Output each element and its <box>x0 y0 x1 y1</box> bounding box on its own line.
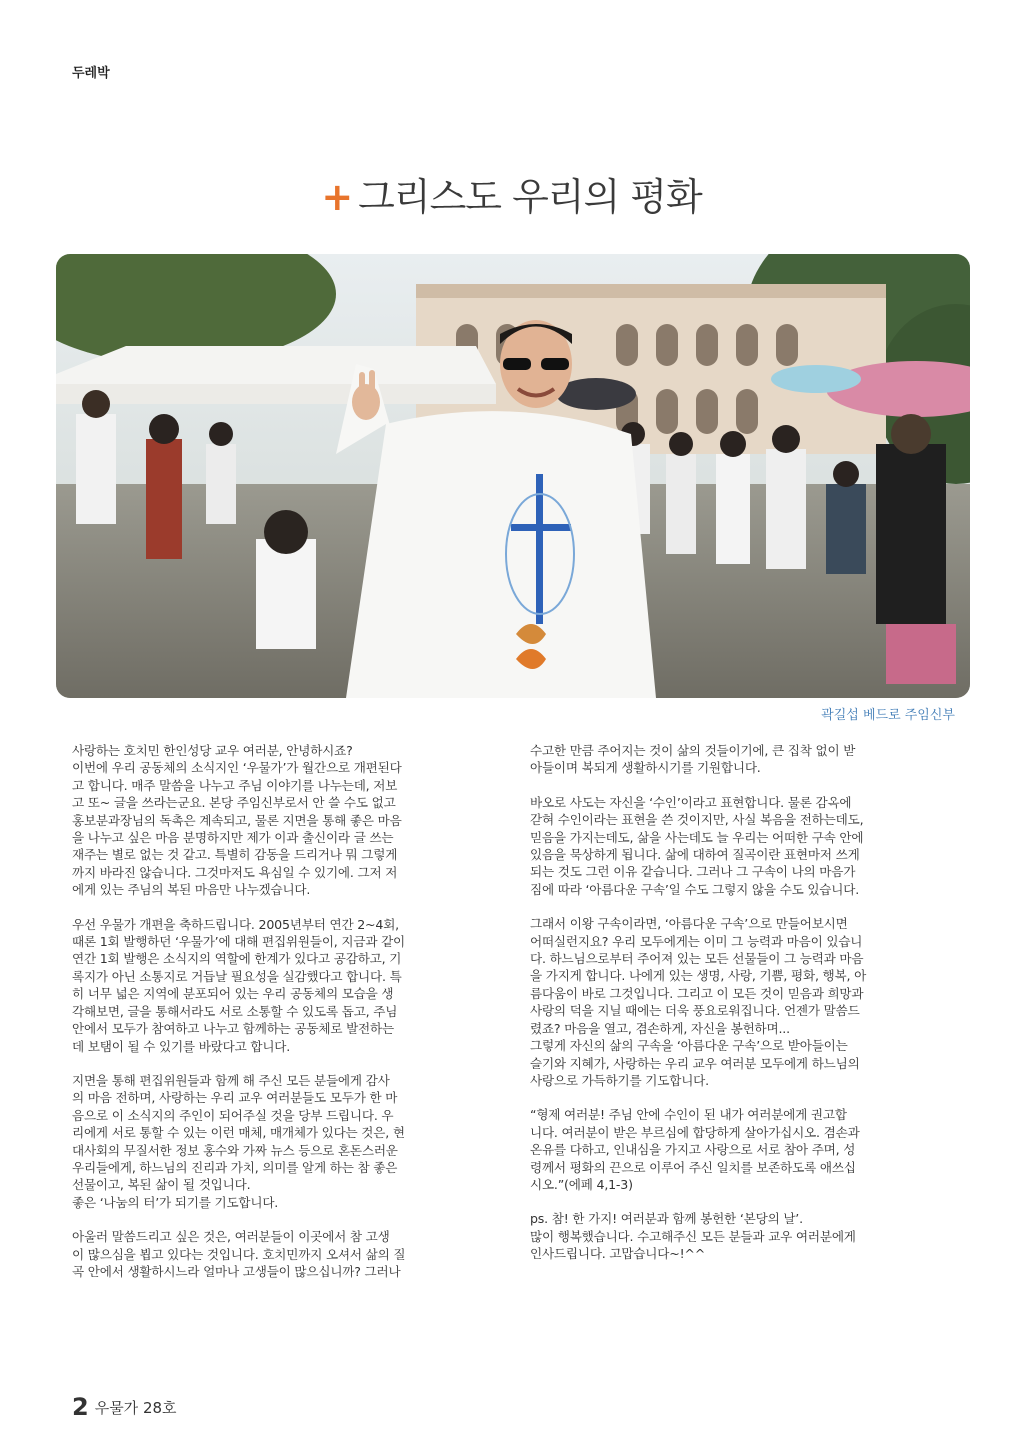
text-line: 아들이며 복되게 생활하시기를 기원합니다. <box>530 760 761 776</box>
paragraph <box>530 1210 968 1262</box>
paragraph <box>72 916 510 1055</box>
text-line: 지면을 통해 편집위원들과 함께 해 주신 모든 분들에게 감사 <box>72 1072 390 1088</box>
text-line: 슬기와 지혜가, 사랑하는 우리 교우 여러분 모두에게 하느님의 <box>530 1055 860 1071</box>
paragraph <box>530 915 968 1089</box>
text-line: 사랑으로 가득하기를 기도합니다. <box>530 1072 709 1088</box>
text-line: 홍보분과장님의 독촉은 계속되고, 물론 지면을 통해 좋은 마음 <box>72 812 402 828</box>
text-line: 사랑하는 호치민 한인성당 교우 여러분, 안녕하시죠? <box>72 743 353 758</box>
page-title-text: 그리스도 우리의 평화 <box>358 175 702 219</box>
text-line: 대사회의 무질서한 정보 홍수와 가짜 뉴스 등으로 혼돈스러운 <box>72 1142 398 1158</box>
text-line: 리에게 서로 통할 수 있는 이런 매체, 매개체가 있다는 것은, 현 <box>72 1125 405 1141</box>
text-line: 고 또~ 글을 쓰라는군요. 본당 주임신부로서 안 쓸 수도 없고 <box>72 795 396 811</box>
text-line: 니다. 여러분이 받은 부르심에 합당하게 살아가십시오. 겸손과 <box>530 1124 860 1140</box>
text-line: 어떠실런지요? 우리 모두에게는 이미 그 능력과 마음이 있습니 <box>530 933 863 949</box>
text-line: 있음을 묵상하게 됩니다. 삶에 대하여 질곡이란 표현마저 쓰게 <box>530 847 860 863</box>
text-line: 수고한 만큼 주어지는 것이 삶의 것들이기에, 큰 집착 없이 받 <box>530 743 856 758</box>
article-right-column <box>530 742 968 1280</box>
text-line: 짐에 따라 ‘아름다운 구속’일 수도 그렇지 않을 수도 있습니다. <box>530 881 860 897</box>
text-line: 을 나누고 싶은 마음 분명하지만 제가 이과 출신이라 글 쓰는 <box>72 830 394 846</box>
text-line: 믿음을 가지는데도, 삶을 사는데도 늘 우리는 어떠한 구속 안에 <box>530 829 864 845</box>
text-line: 고 합니다. 매주 말씀을 나누고 주님 이야기를 나누는데, 저보 <box>72 777 398 793</box>
photo-illustration <box>56 254 970 698</box>
text-line: 아울러 말씀드리고 싶은 것은, 여러분들이 이곳에서 참 고생 <box>72 1229 390 1245</box>
text-line: 을 가지게 합니다. 나에게 있는 생명, 사랑, 기쁨, 평화, 행복, 아 <box>530 968 867 984</box>
text-line: 온유를 다하고, 인내심을 가지고 사랑으로 서로 참아 주며, 성 <box>530 1142 856 1158</box>
text-line: 까지 바라진 않습니다. 그것마저도 욕심일 수 있기에. 그저 저 <box>72 864 398 880</box>
text-line: 데 보탬이 될 수 있기를 바랐다고 합니다. <box>72 1038 291 1054</box>
page-footer <box>72 1393 177 1421</box>
paragraph <box>530 1106 968 1193</box>
text-line: 갇혀 수인이라는 표현을 쓴 것이지만, 사실 복음을 전하는데도, <box>530 812 864 828</box>
text-line: 우선 우물가 개편을 축하드립니다. 2005년부터 연간 2~4회, <box>72 916 399 932</box>
text-line: 의 마음 전하며, 사랑하는 우리 교우 여러분들도 모두가 한 마 <box>72 1090 398 1106</box>
text-line: 곡 안에서 생활하시느라 얼마나 고생들이 많으십니까? 그러나 <box>72 1263 401 1279</box>
text-line: “형제 여러분! 주님 안에 수인이 된 내가 여러분에게 권고합 <box>530 1107 847 1123</box>
text-line: 에게 있는 주님의 복된 마음만 나누겠습니다. <box>72 882 311 898</box>
cross-icon: + <box>321 175 353 219</box>
text-line: 이 많으심을 뵙고 있다는 것입니다. 호치민까지 오셔서 삶의 질 <box>72 1246 406 1262</box>
text-line: 이번에 우리 공동체의 소식지인 ‘우물가’가 월간으로 개편된다 <box>72 760 402 776</box>
text-line: 사랑의 덕을 지닐 때에는 더욱 풍요로워집니다. 언젠가 말씀드 <box>530 1003 860 1019</box>
paragraph <box>72 1072 510 1211</box>
text-line: 히 너무 넓은 지역에 분포되어 있는 우리 공동체의 모습을 생 <box>72 986 394 1002</box>
text-line: 그렇게 자신의 삶의 구속을 ‘아름다운 구속’으로 받아들이는 <box>530 1038 848 1054</box>
text-line: 그래서 이왕 구속이라면, ‘아름다운 구속’으로 만들어보시면 <box>530 916 848 932</box>
publication-name: 우물가 28호 <box>94 1399 177 1417</box>
article-left-column <box>72 742 510 1297</box>
text-line: 령께서 평화의 끈으로 이루어 주신 일치를 보존하도록 애쓰십 <box>530 1159 856 1175</box>
text-line: 재주는 별로 없는 것 같고. 특별히 감동을 드리거나 뭐 그렇게 <box>72 847 398 863</box>
text-line: 각해보면, 글을 통해서라도 서로 소통할 수 있도록 돕고, 주님 <box>72 1003 398 1019</box>
text-line: 되는 것도 그런 이유 같습니다. 그러나 그 구속이 나의 마음가 <box>530 864 856 880</box>
section-tag: 두레박 <box>72 66 110 81</box>
text-line: 때론 1회 발행하던 ‘우물가’에 대해 편집위원들이, 지금과 같이 <box>72 934 406 950</box>
text-line: 연간 1회 발행은 소식지의 역할에 한계가 있다고 공감하고, 기 <box>72 951 402 967</box>
text-line: 름다움이 바로 그것입니다. 그리고 이 모든 것이 믿음과 희망과 <box>530 985 864 1001</box>
text-line: ps. 참! 한 가지! 여러분과 함께 봉헌한 ‘본당의 날’. <box>530 1211 803 1227</box>
text-line: 바오로 사도는 자신을 ‘수인’이라고 표현합니다. 물론 감옥에 <box>530 794 852 810</box>
text-line: 시오.”(에페 4,1-3) <box>530 1176 633 1192</box>
text-line: 선물이고, 복된 삶이 될 것입니다. <box>72 1177 251 1193</box>
page-number: 2 <box>72 1393 89 1421</box>
photo <box>56 254 970 698</box>
paragraph <box>530 742 968 777</box>
paragraph <box>72 1228 510 1280</box>
paragraph <box>530 794 968 898</box>
text-line: 렸죠? 마음을 열고, 겸손하게, 자신을 봉헌하며... <box>530 1020 790 1036</box>
paragraph <box>72 742 510 899</box>
photo-caption: 곽길섭 베드로 주임신부 <box>821 708 955 723</box>
page-title <box>0 166 1023 221</box>
text-line: 인사드립니다. 고맙습니다~!^^ <box>530 1246 706 1262</box>
text-line: 음으로 이 소식지의 주인이 되어주실 것을 당부 드립니다. 우 <box>72 1107 394 1123</box>
text-line: 많이 행복했습니다. 수고해주신 모든 분들과 교우 여러분에게 <box>530 1228 856 1244</box>
text-line: 록지가 아닌 소통지로 거듭날 필요성을 실감했다고 합니다. 특 <box>72 968 402 984</box>
text-line: 좋은 ‘나눔의 터’가 되기를 기도합니다. <box>72 1194 279 1210</box>
text-line: 우리들에게, 하느님의 진리과 가치, 의미를 알게 하는 참 좋은 <box>72 1159 398 1175</box>
text-line: 안에서 모두가 참여하고 나누고 함께하는 공동체로 발전하는 <box>72 1021 394 1037</box>
text-line: 다. 하느님으로부터 주어져 있는 모든 선물들이 그 능력과 마음 <box>530 951 864 967</box>
